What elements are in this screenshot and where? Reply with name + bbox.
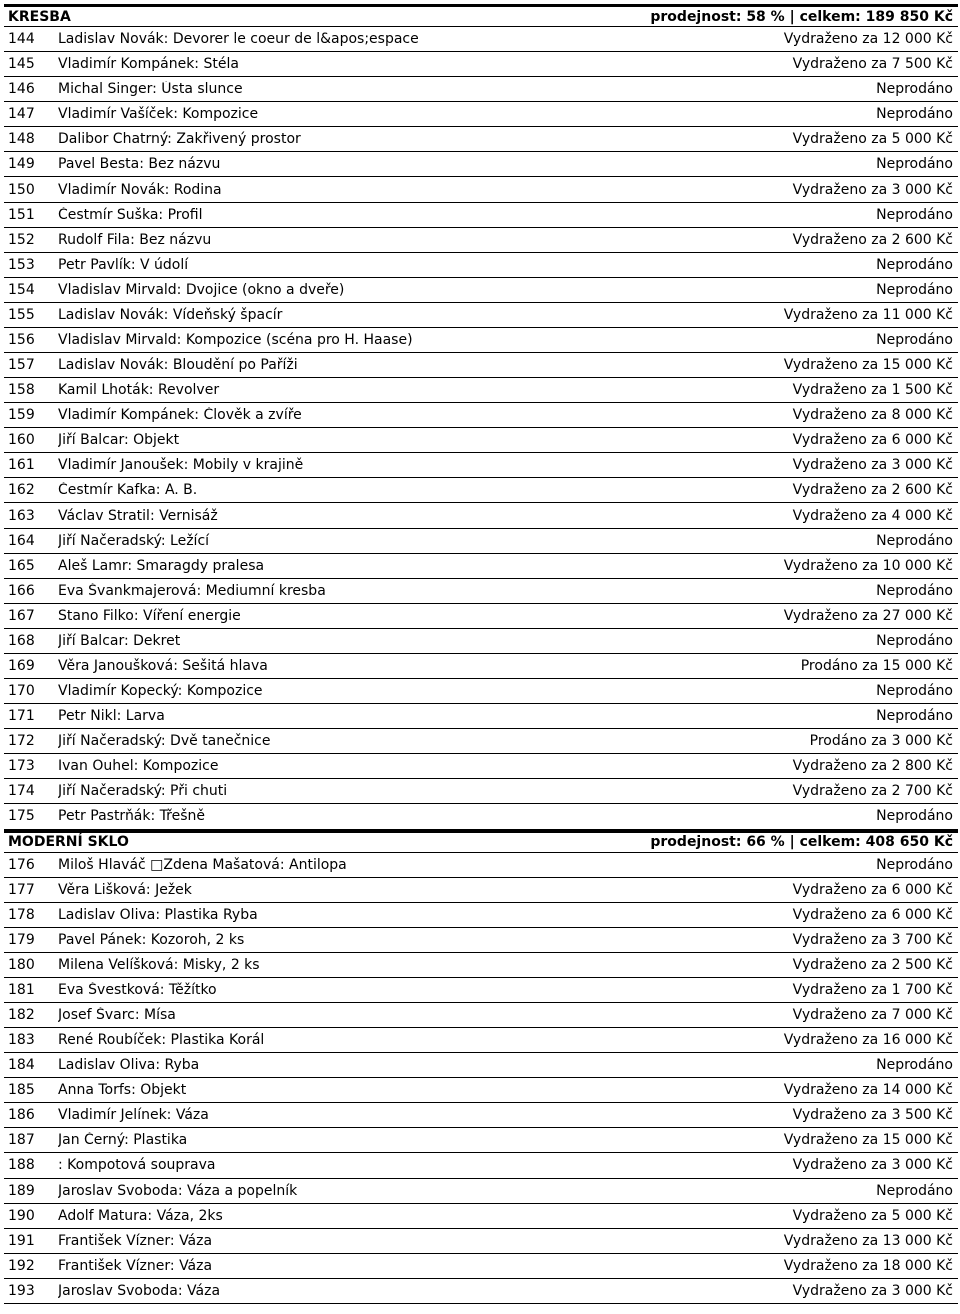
lot-row [4, 729, 958, 754]
lot-row [4, 303, 958, 328]
lot-result: Vydraženo za 13 000 Kč [783, 1232, 953, 1249]
lot-result: Neprodáno [876, 683, 953, 700]
lot-title: Václav Stratil: Vernisáž [58, 507, 218, 524]
lot-row [4, 1078, 958, 1103]
lot-result: Vydraženo za 16 000 Kč [783, 1032, 953, 1049]
lot-number: 166 [8, 582, 35, 599]
lot-row [4, 1053, 958, 1078]
lot-title: Pavel Pánek: Kozoroh, 2 ks [58, 931, 245, 948]
lot-result: Vydraženo za 8 000 Kč [792, 407, 953, 424]
section-header [4, 4, 958, 27]
lot-row [4, 1204, 958, 1229]
lot-title: Jaroslav Svoboda: Váza a popelník [58, 1182, 298, 1199]
lot-row [4, 878, 958, 903]
lot-row [4, 102, 958, 127]
lot-title: Ladislav Novák: Devorer le coeur de l&apos;espace [58, 31, 419, 48]
lot-row [4, 77, 958, 102]
lot-result: Vydraženo za 6 000 Kč [792, 881, 953, 898]
lot-result: Vydraženo za 15 000 Kč [783, 1132, 953, 1149]
lot-result: Vydraženo za 3 500 Kč [792, 1107, 953, 1124]
lot-result: Neprodáno [876, 81, 953, 98]
lot-row [4, 127, 958, 152]
lot-result: Neprodáno [876, 1182, 953, 1199]
lot-number: 177 [8, 881, 35, 898]
lot-title: Vladislav Mirvald: Kompozice (scéna pro H. Haase) [58, 331, 413, 348]
lot-row [4, 1229, 958, 1254]
lot-row [4, 1003, 958, 1028]
lot-row [4, 177, 958, 202]
lot-title: Jaroslav Svoboda: Váza [58, 1282, 221, 1299]
lot-result: Vydraženo za 1 500 Kč [792, 382, 953, 399]
lot-title: Michal Singer: Ústa slunce [58, 81, 243, 98]
lot-number: 153 [8, 256, 35, 273]
section-title: MODERNÍ SKLO [8, 834, 129, 850]
lot-row [4, 27, 958, 52]
lot-number: 146 [8, 81, 35, 98]
lot-number: 168 [8, 632, 35, 649]
lot-number: 149 [8, 156, 35, 173]
lot-result: Vydraženo za 6 000 Kč [792, 906, 953, 923]
lot-row [4, 152, 958, 177]
lot-result: Vydraženo za 2 600 Kč [792, 231, 953, 248]
lot-number: 160 [8, 432, 35, 449]
lot-title: Vladislav Mirvald: Dvojice (okno a dveře) [58, 281, 345, 298]
lot-result: Vydraženo za 2 800 Kč [792, 758, 953, 775]
lot-row [4, 903, 958, 928]
lot-number: 151 [8, 206, 35, 223]
lot-row [4, 453, 958, 478]
lot-number: 155 [8, 306, 35, 323]
lot-row [4, 228, 958, 253]
lot-title: Jiří Balcar: Objekt [58, 432, 180, 449]
lot-number: 144 [8, 31, 35, 48]
lot-row [4, 604, 958, 629]
lot-title: Vladimír Kopecký: Kompozice [58, 683, 263, 700]
lot-row [4, 754, 958, 779]
lot-row [4, 554, 958, 579]
section-header [4, 830, 958, 853]
lot-number: 169 [8, 657, 35, 674]
lot-row [4, 704, 958, 729]
lot-row [4, 378, 958, 403]
lot-title: Petr Pastrňák: Třešně [58, 808, 205, 825]
lot-title: Jiří Balcar: Dekret [58, 632, 181, 649]
lot-row [4, 328, 958, 353]
lot-row [4, 1179, 958, 1204]
lot-result: Neprodáno [876, 281, 953, 298]
lot-result: Vydraženo za 5 000 Kč [792, 1207, 953, 1224]
lot-result: Neprodáno [876, 331, 953, 348]
lot-title: Kamil Lhoták: Revolver [58, 382, 220, 399]
lot-title: František Vízner: Váza [58, 1232, 213, 1249]
lot-result: Vydraženo za 18 000 Kč [783, 1257, 953, 1274]
lot-row [4, 1128, 958, 1153]
lot-number: 145 [8, 56, 35, 73]
lot-title: Stano Filko: Víření energie [58, 607, 241, 624]
lot-result: Vydraženo za 27 000 Kč [783, 607, 953, 624]
lot-number: 152 [8, 231, 35, 248]
lot-row [4, 1254, 958, 1279]
lot-number: 172 [8, 733, 35, 750]
lot-number: 192 [8, 1257, 35, 1274]
lot-number: 164 [8, 532, 35, 549]
lot-number: 178 [8, 906, 35, 923]
lot-number: 156 [8, 331, 35, 348]
lot-number: 181 [8, 981, 35, 998]
lot-row [4, 579, 958, 604]
lot-number: 180 [8, 956, 35, 973]
lot-title: : Kompotová souprava [58, 1157, 216, 1174]
lot-title: Petr Pavlík: V údolí [58, 256, 189, 273]
lot-number: 183 [8, 1032, 35, 1049]
lot-title: René Roubíček: Plastika Korál [58, 1032, 265, 1049]
lot-result: Neprodáno [876, 1057, 953, 1074]
lot-row [4, 1153, 958, 1178]
lot-result: Vydraženo za 11 000 Kč [783, 306, 953, 323]
lot-number: 190 [8, 1207, 35, 1224]
lot-result: Vydraženo za 3 000 Kč [792, 181, 953, 198]
lot-row [4, 629, 958, 654]
lot-row [4, 353, 958, 378]
section-summary: prodejnost: 58 % | celkem: 189 850 Kč [650, 8, 953, 25]
lot-result: Vydraženo za 12 000 Kč [783, 31, 953, 48]
section-title: KRESBA [8, 8, 71, 25]
lot-row [4, 478, 958, 503]
lot-number: 175 [8, 808, 35, 825]
lot-result: Vydraženo za 7 000 Kč [792, 1007, 953, 1023]
lot-title: Adolf Matura: Váza, 2ks [58, 1207, 223, 1224]
lot-result: Vydraženo za 3 700 Kč [792, 931, 953, 948]
lot-row [4, 654, 958, 679]
lot-row [4, 403, 958, 428]
lot-title: Petr Nikl: Larva [58, 708, 165, 725]
lot-number: 148 [8, 131, 35, 148]
lot-row [4, 529, 958, 554]
lot-title: Vladimír Jelínek: Váza [58, 1107, 209, 1124]
auction-results-list [4, 4, 958, 1304]
lot-title: Josef Švarc: Mísa [58, 1007, 176, 1023]
lot-title: Jiří Načeradský: Ležící [58, 532, 210, 549]
lot-title: Jiří Načeradský: Při chuti [58, 783, 228, 800]
lot-row [4, 928, 958, 953]
lot-result: Vydraženo za 2 500 Kč [792, 956, 953, 973]
lot-title: Ivan Ouhel: Kompozice [58, 758, 219, 775]
lot-result: Vydraženo za 1 700 Kč [792, 981, 953, 998]
lot-result: Neprodáno [876, 632, 953, 649]
lot-number: 184 [8, 1057, 35, 1074]
lot-number: 167 [8, 607, 35, 624]
lot-title: Ladislav Novák: Bloudění po Paříži [58, 357, 298, 374]
lot-result: Prodáno za 15 000 Kč [800, 657, 953, 674]
lot-result: Vydraženo za 2 700 Kč [792, 783, 953, 800]
lot-title: Aleš Lamr: Smaragdy pralesa [58, 557, 265, 574]
lot-number: 191 [8, 1232, 35, 1249]
lot-row [4, 52, 958, 77]
lot-row [4, 953, 958, 978]
lot-result: Neprodáno [876, 532, 953, 549]
lot-number: 150 [8, 181, 35, 198]
lot-number: 161 [8, 457, 35, 474]
lot-row [4, 428, 958, 453]
lot-number: 186 [8, 1107, 35, 1124]
lot-title: Vladimír Vašíček: Kompozice [58, 106, 259, 123]
lot-title: Eva Švestková: Těžítko [58, 981, 217, 998]
lot-title: Jiří Načeradský: Dvě tanečnice [58, 733, 271, 750]
lot-number: 154 [8, 281, 35, 298]
lot-number: 189 [8, 1182, 35, 1199]
lot-row [4, 679, 958, 704]
lot-result: Neprodáno [876, 256, 953, 273]
lot-number: 188 [8, 1157, 35, 1174]
lot-title: Čestmír Kafka: A. B. [58, 482, 198, 499]
lot-number: 185 [8, 1082, 35, 1099]
lot-row [4, 203, 958, 228]
lot-result: Neprodáno [876, 156, 953, 173]
lot-row [4, 1103, 958, 1128]
lot-number: 159 [8, 407, 35, 424]
lot-title: Milena Velíšková: Misky, 2 ks [58, 956, 260, 973]
lot-result: Neprodáno [876, 808, 953, 825]
lot-title: Anna Torfs: Objekt [58, 1082, 187, 1099]
lot-result: Vydraženo za 5 000 Kč [792, 131, 953, 148]
lot-number: 182 [8, 1007, 35, 1023]
lot-result: Neprodáno [876, 708, 953, 725]
lot-row [4, 1028, 958, 1053]
lot-title: Vladimír Kompánek: Člověk a zvíře [58, 407, 302, 424]
lot-result: Vydraženo za 2 600 Kč [792, 482, 953, 499]
lot-title: Rudolf Fila: Bez názvu [58, 231, 212, 248]
lot-row [4, 253, 958, 278]
lot-title: František Vízner: Váza [58, 1257, 213, 1274]
lot-row [4, 804, 958, 829]
lot-number: 174 [8, 783, 35, 800]
lot-number: 163 [8, 507, 35, 524]
lot-title: Pavel Besta: Bez názvu [58, 156, 221, 173]
lot-result: Neprodáno [876, 856, 953, 873]
lot-number: 165 [8, 557, 35, 574]
lot-title: Věra Lišková: Ježek [58, 881, 192, 898]
lot-number: 158 [8, 382, 35, 399]
lot-result: Vydraženo za 4 000 Kč [792, 507, 953, 524]
lot-number: 187 [8, 1132, 35, 1149]
lot-result: Vydraženo za 14 000 Kč [783, 1082, 953, 1099]
lot-number: 173 [8, 758, 35, 775]
lot-result: Vydraženo za 7 500 Kč [792, 56, 953, 73]
lot-result: Vydraženo za 6 000 Kč [792, 432, 953, 449]
lot-title: Ladislav Novák: Vídeňský špacír [58, 306, 283, 323]
lot-number: 193 [8, 1282, 35, 1299]
lot-row [4, 779, 958, 804]
lot-row [4, 978, 958, 1003]
lot-title: Čestmír Suška: Profil [58, 206, 203, 223]
lot-result: Vydraženo za 3 000 Kč [792, 1282, 953, 1299]
lot-row [4, 503, 958, 528]
lot-title: Ladislav Oliva: Plastika Ryba [58, 906, 258, 923]
section-summary: prodejnost: 66 % | celkem: 408 650 Kč [650, 834, 953, 850]
lot-number: 171 [8, 708, 35, 725]
lot-row [4, 1279, 958, 1304]
lot-title: Eva Švankmajerová: Mediumní kresba [58, 582, 326, 599]
lot-title: Vladimír Kompánek: Stéla [58, 56, 239, 73]
lot-number: 179 [8, 931, 35, 948]
lot-title: Vladimír Novák: Rodina [58, 181, 222, 198]
lot-number: 157 [8, 357, 35, 374]
lot-row [4, 278, 958, 303]
lot-row [4, 853, 958, 878]
lot-result: Prodáno za 3 000 Kč [809, 733, 953, 750]
lot-number: 162 [8, 482, 35, 499]
lot-number: 176 [8, 856, 35, 873]
lot-title: Miloš Hlaváč □Zdena Mašatová: Antilopa [58, 856, 347, 873]
lot-result: Vydraženo za 10 000 Kč [783, 557, 953, 574]
lot-number: 147 [8, 106, 35, 123]
lot-title: Ladislav Oliva: Ryba [58, 1057, 200, 1074]
lot-title: Jan Černý: Plastika [58, 1132, 188, 1149]
lot-title: Dalibor Chatrný: Zakřivený prostor [58, 131, 301, 148]
lot-result: Vydraženo za 15 000 Kč [783, 357, 953, 374]
lot-result: Neprodáno [876, 582, 953, 599]
lot-result: Vydraženo za 3 000 Kč [792, 457, 953, 474]
lot-number: 170 [8, 683, 35, 700]
lot-title: Věra Janoušková: Sešitá hlava [58, 657, 268, 674]
lot-result: Neprodáno [876, 106, 953, 123]
lot-title: Vladimír Janoušek: Mobily v krajině [58, 457, 304, 474]
lot-result: Vydraženo za 3 000 Kč [792, 1157, 953, 1174]
lot-result: Neprodáno [876, 206, 953, 223]
